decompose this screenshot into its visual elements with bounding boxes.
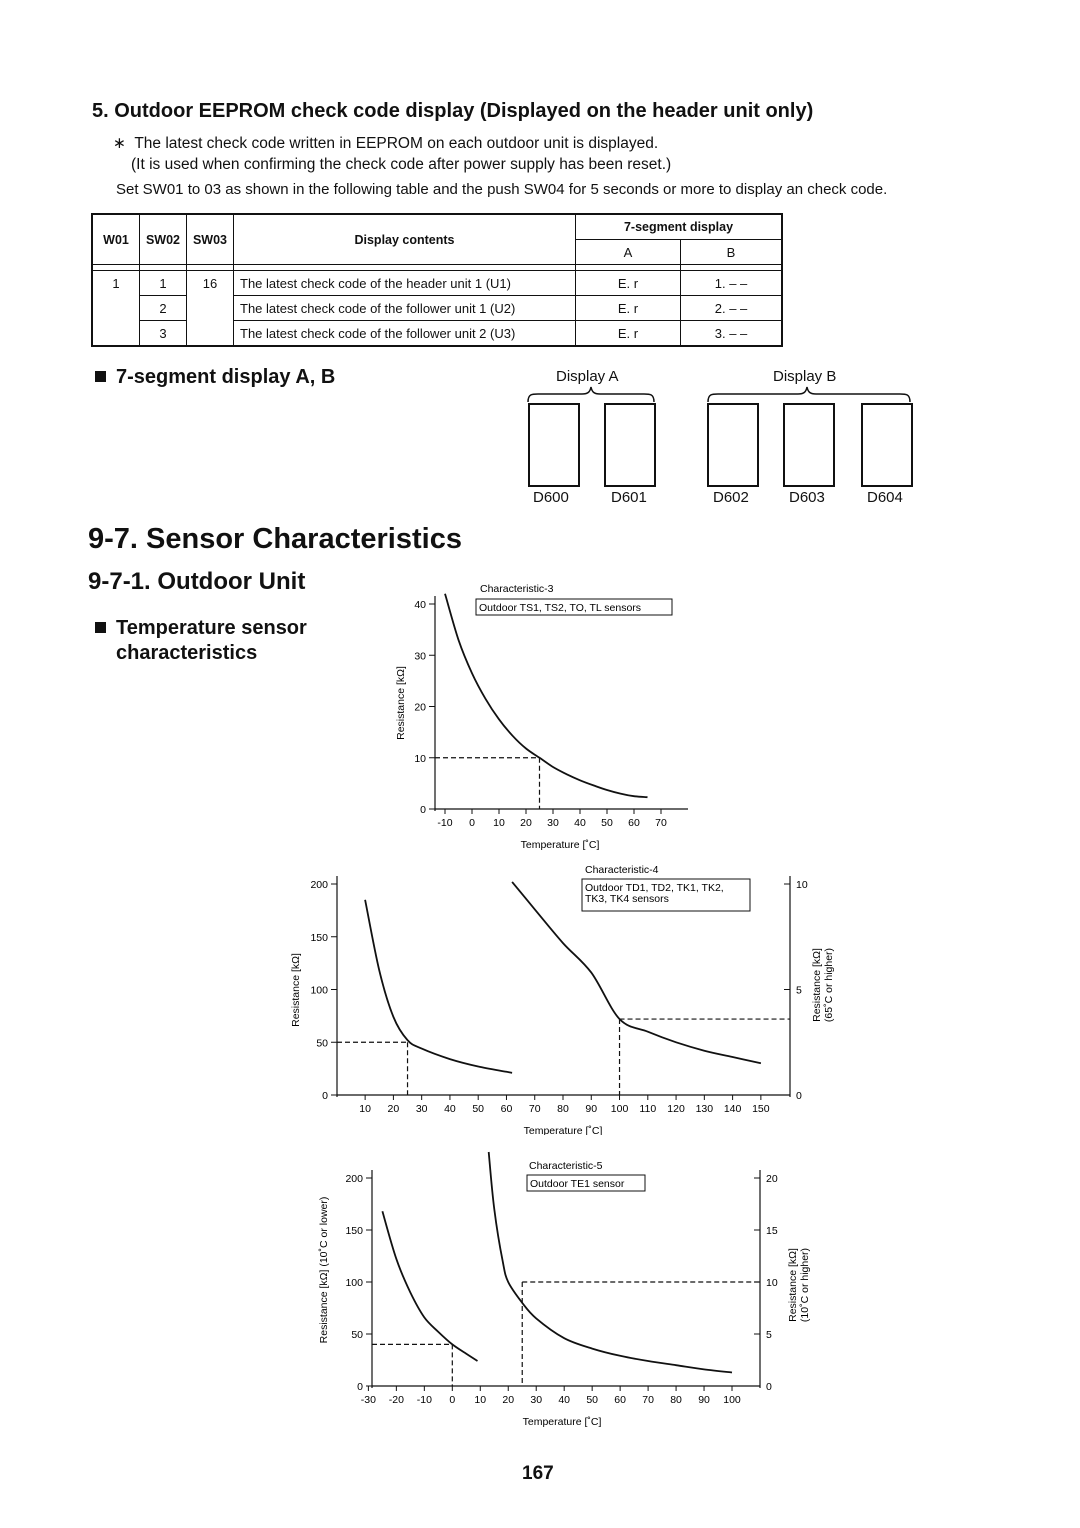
x-tick-label: 60 [500,1103,513,1115]
col-sw02: SW02 [140,214,187,265]
y-axis-label: Resistance [kΩ] [395,666,407,740]
x-tick-label: 20 [387,1103,400,1115]
series-line-2 [512,882,761,1063]
note-mark: ∗ [113,135,126,152]
x-tick-label: 90 [585,1103,598,1115]
col-a: A [576,240,681,265]
cell-w01 [92,321,140,347]
cell-sw02: 2 [140,296,187,321]
legend-text: TK3, TK4 sensors [585,893,669,905]
cell-sw03: 16 [187,271,234,296]
chart-characteristic-5 [310,1148,830,1428]
table-header-row [92,214,782,240]
y-tick-label: 150 [310,931,328,944]
y-tick-label-right: 0 [796,1090,802,1102]
temp-sensor-heading-2: characteristics [116,642,258,664]
segment-digit-d602 [707,403,759,487]
y-tick-label: 10 [414,752,426,765]
x-tick-label: 30 [547,817,559,829]
legend-text: Outdoor TD1, TD2, TK1, TK2, [585,882,724,894]
x-tick-label: 60 [628,817,640,829]
cell-a: E. r [576,321,681,347]
x-tick-label: 40 [574,817,586,829]
y-tick-label: 200 [310,879,328,891]
x-tick-label: 50 [472,1103,485,1115]
x-tick-label: 110 [639,1103,657,1115]
x-tick-label: 120 [667,1103,685,1115]
cell-a: E. r [576,296,681,321]
check-code-table [91,213,783,347]
cell-b: 3. – – [681,321,783,347]
cell-contents: The latest check code of the follower unit 2 (U3) [234,321,576,347]
note-text1: The latest check code written in EEPROM on each outdoor unit is displayed. [134,135,659,152]
x-tick-label: 70 [655,817,667,829]
cell-sw02: 1 [140,271,187,296]
y-tick-label: 0 [357,1381,363,1393]
y-tick-label-right: 10 [796,879,808,891]
x-tick-label: 140 [723,1103,742,1115]
segment-digit-d600 [528,403,580,487]
x-tick-label: 60 [614,1394,626,1406]
digit-label: D602 [713,489,749,506]
display-b-label: Display B [773,368,837,385]
x-tick-label: 70 [528,1103,541,1115]
cell-b: 2. – – [681,296,783,321]
digit-label: D604 [867,489,903,506]
x-tick-label: 30 [415,1103,428,1115]
x-tick-label: 40 [444,1103,456,1115]
x-tick-label: 0 [449,1394,456,1406]
y-tick-label: 200 [345,1173,363,1185]
x-tick-label: 80 [557,1103,569,1115]
col-b: B [681,240,783,265]
cell-contents: The latest check code of the follower unit 1 (U2) [234,296,576,321]
chart-characteristic-4 [280,860,850,1135]
y-axis-label: Resistance [kΩ] (10˚C or lower) [318,1196,330,1344]
y-tick-label-right: 15 [766,1225,778,1237]
series-line-1 [382,1211,477,1361]
y-tick-label: 50 [351,1329,363,1341]
y-tick-label: 100 [310,984,328,997]
digit-label: D601 [611,489,647,506]
temp-sensor-heading: Temperature sensor [95,617,307,640]
x-tick-label: 130 [695,1103,714,1115]
x-axis-label: Temperature [˚C] [520,839,600,851]
x-tick-label: 30 [530,1394,543,1406]
series-line-1 [445,594,648,797]
y-tick-label: 150 [345,1225,363,1237]
note-line2: (It is used when confirming the check code after power supply has been reset.) [131,156,672,173]
y-axis-label-right-line2: (10˚C or higher) [799,1247,811,1323]
x-tick-label: 90 [698,1394,710,1406]
cell-a: E. r [576,271,681,296]
x-axis-label: Temperature [˚C] [522,1416,602,1428]
cell-sw02: 3 [140,321,187,347]
chart-title: Characteristic-5 [529,1160,603,1172]
table-row [92,296,782,321]
chart-title: Characteristic-3 [480,583,554,595]
table-row [92,271,782,296]
digit-label: D603 [789,489,825,506]
cell-contents: The latest check code of the header unit 1 (U1) [234,271,576,296]
cell-b: 1. – – [681,271,783,296]
segment-digit-d601 [604,403,656,487]
y-axis-label-right-line1: Resistance [kΩ] [811,948,823,1022]
outdoor-unit-title: 9-7-1. Outdoor Unit [88,568,306,595]
col-w01: W01 [92,214,140,265]
cell-sw03 [187,296,234,321]
legend-text: Outdoor TE1 sensor [530,1178,625,1190]
y-tick-label: 0 [420,804,426,816]
y-tick-label-right: 0 [766,1381,772,1393]
table-row [92,321,782,347]
x-tick-label: 10 [493,817,505,829]
y-tick-label-right: 20 [766,1173,778,1185]
y-tick-label: 50 [316,1037,328,1050]
cell-sw03 [187,321,234,347]
x-tick-label: 0 [469,817,475,829]
x-tick-label: 100 [610,1103,629,1115]
x-axis-label: Temperature [˚C] [523,1125,603,1135]
col-7seg: 7-segment display [576,214,783,240]
chart-characteristic-3 [380,575,700,855]
x-tick-label: -30 [360,1394,376,1406]
segment-digit-d604 [861,403,913,487]
y-tick-label-right: 5 [766,1329,772,1341]
segment-digit-d603 [783,403,835,487]
x-tick-label: 80 [670,1394,682,1406]
note-line1 [113,134,658,153]
y-tick-label: 0 [322,1090,328,1102]
cell-w01: 1 [92,271,140,296]
x-tick-label: 150 [752,1103,770,1115]
y-tick-label-right: 5 [796,984,802,997]
col-sw03: SW03 [187,214,234,265]
section5-title: 5. Outdoor EEPROM check code display (Displayed on the header unit only) [92,100,814,122]
x-tick-label: 20 [502,1394,515,1406]
y-axis-label: Resistance [kΩ] [290,953,302,1027]
x-tick-label: 10 [474,1394,487,1406]
y-axis-label-right-line1: Resistance [kΩ] [787,1248,799,1322]
x-tick-label: -10 [437,817,453,829]
instruction-text: Set SW01 to 03 as shown in the following table and the push SW04 for 5 seconds or more to display an check code. [116,181,888,198]
page-number: 167 [522,1463,554,1484]
y-tick-label: 100 [345,1277,363,1289]
col-contents: Display contents [234,214,576,265]
x-tick-label: -20 [388,1394,404,1406]
y-tick-label: 20 [414,701,426,714]
y-tick-label-right: 10 [766,1277,778,1289]
segment-heading: 7-segment display A, B [95,366,335,389]
y-axis-label-right [811,948,835,1022]
y-axis-label-right [787,1248,811,1322]
sensor-title: 9-7. Sensor Characteristics [88,523,462,555]
cell-w01 [92,296,140,321]
digit-label: D600 [533,489,569,506]
x-tick-label: 20 [520,817,532,829]
x-tick-label: 100 [723,1394,741,1406]
y-tick-label: 30 [414,650,426,663]
chart-title: Characteristic-4 [585,864,659,876]
x-tick-label: 50 [601,817,613,829]
legend-text: Outdoor TS1, TS2, TO, TL sensors [479,602,642,614]
x-tick-label: 10 [359,1103,371,1115]
x-tick-label: 50 [586,1394,599,1406]
display-a-label: Display A [556,368,619,385]
y-axis-label-right-line2: (65˚C or higher) [823,947,835,1023]
y-tick-label: 40 [414,599,426,611]
x-tick-label: 70 [642,1394,654,1406]
x-tick-label: -10 [416,1394,432,1406]
series-line-1 [365,900,512,1073]
x-tick-label: 40 [558,1394,571,1406]
